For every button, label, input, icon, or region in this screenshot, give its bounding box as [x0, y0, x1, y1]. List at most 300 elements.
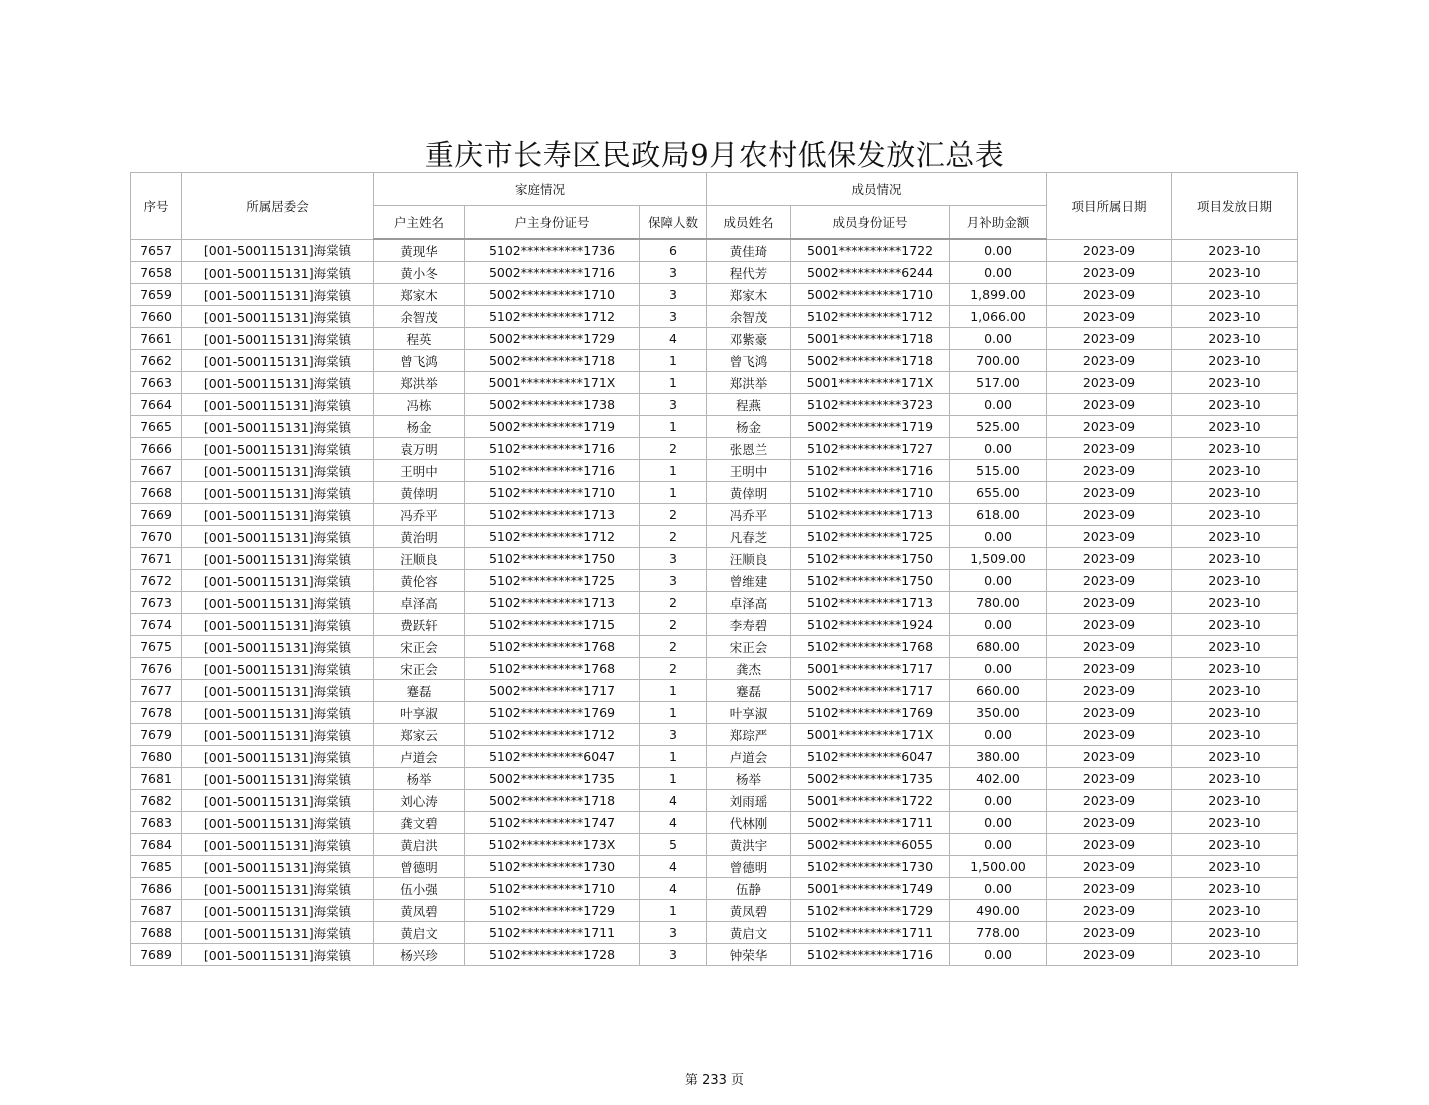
cell-covered: 1: [640, 680, 707, 702]
cell-member-name: 张恩兰: [707, 438, 791, 460]
cell-member-id: 5002**********1711: [791, 812, 950, 834]
table-row: [131, 878, 1298, 900]
cell-subsidy: 618.00: [950, 504, 1047, 526]
cell-member-name: 邓紫豪: [707, 328, 791, 350]
cell-committee: [001-500115131]海棠镇: [182, 592, 374, 614]
table-row: [131, 284, 1298, 306]
cell-covered: 3: [640, 944, 707, 966]
cell-seq: 7665: [131, 416, 182, 438]
cell-committee: [001-500115131]海棠镇: [182, 878, 374, 900]
cell-head-name: 杨兴珍: [374, 944, 465, 966]
cell-issue: 2023-10: [1172, 680, 1298, 702]
cell-issue: 2023-10: [1172, 460, 1298, 482]
cell-period: 2023-09: [1047, 922, 1172, 944]
cell-member-name: 曾德明: [707, 856, 791, 878]
cell-seq: 7676: [131, 658, 182, 680]
cell-committee: [001-500115131]海棠镇: [182, 768, 374, 790]
header-member-id: 成员身份证号: [791, 206, 950, 240]
table-row: [131, 438, 1298, 460]
cell-subsidy: 1,500.00: [950, 856, 1047, 878]
cell-head-name: 费跃轩: [374, 614, 465, 636]
header-member-group: 成员情况: [707, 173, 1047, 206]
cell-committee: [001-500115131]海棠镇: [182, 790, 374, 812]
cell-member-name: 卓泽高: [707, 592, 791, 614]
cell-seq: 7659: [131, 284, 182, 306]
cell-head-name: 郑洪举: [374, 372, 465, 394]
cell-covered: 2: [640, 592, 707, 614]
cell-head-id: 5002**********1735: [465, 768, 640, 790]
table-row: [131, 658, 1298, 680]
cell-head-id: 5102**********1715: [465, 614, 640, 636]
cell-subsidy: 490.00: [950, 900, 1047, 922]
cell-subsidy: 0.00: [950, 658, 1047, 680]
cell-committee: [001-500115131]海棠镇: [182, 239, 374, 262]
cell-covered: 1: [640, 702, 707, 724]
cell-period: 2023-09: [1047, 834, 1172, 856]
cell-member-id: 5001**********1718: [791, 328, 950, 350]
cell-issue: 2023-10: [1172, 702, 1298, 724]
cell-committee: [001-500115131]海棠镇: [182, 504, 374, 526]
cell-committee: [001-500115131]海棠镇: [182, 900, 374, 922]
cell-member-id: 5102**********1727: [791, 438, 950, 460]
cell-period: 2023-09: [1047, 416, 1172, 438]
cell-covered: 2: [640, 636, 707, 658]
cell-subsidy: 0.00: [950, 614, 1047, 636]
cell-head-name: 伍小强: [374, 878, 465, 900]
cell-member-id: 5102**********1729: [791, 900, 950, 922]
page-number: 233: [702, 1073, 727, 1088]
cell-seq: 7688: [131, 922, 182, 944]
cell-member-name: 叶享淑: [707, 702, 791, 724]
cell-subsidy: 525.00: [950, 416, 1047, 438]
cell-head-name: 卓泽高: [374, 592, 465, 614]
footer-suffix: 页: [731, 1073, 745, 1088]
cell-member-name: 蹇磊: [707, 680, 791, 702]
cell-head-name: 袁万明: [374, 438, 465, 460]
cell-subsidy: 0.00: [950, 262, 1047, 284]
cell-issue: 2023-10: [1172, 570, 1298, 592]
cell-committee: [001-500115131]海棠镇: [182, 922, 374, 944]
cell-committee: [001-500115131]海棠镇: [182, 394, 374, 416]
cell-member-name: 冯乔平: [707, 504, 791, 526]
cell-member-id: 5102**********1924: [791, 614, 950, 636]
cell-member-id: 5001**********171X: [791, 724, 950, 746]
cell-member-id: 5102**********3723: [791, 394, 950, 416]
table-row: [131, 460, 1298, 482]
cell-subsidy: 700.00: [950, 350, 1047, 372]
header-covered: 保障人数: [640, 206, 707, 240]
cell-seq: 7671: [131, 548, 182, 570]
cell-head-name: 叶享淑: [374, 702, 465, 724]
cell-committee: [001-500115131]海棠镇: [182, 416, 374, 438]
cell-head-name: 宋正会: [374, 636, 465, 658]
cell-issue: 2023-10: [1172, 922, 1298, 944]
cell-head-id: 5102**********1725: [465, 570, 640, 592]
cell-period: 2023-09: [1047, 680, 1172, 702]
cell-issue: 2023-10: [1172, 548, 1298, 570]
cell-head-id: 5102**********1711: [465, 922, 640, 944]
cell-covered: 2: [640, 438, 707, 460]
cell-subsidy: 0.00: [950, 944, 1047, 966]
table-header: [131, 173, 1298, 240]
cell-member-id: 5102**********1716: [791, 944, 950, 966]
cell-period: 2023-09: [1047, 394, 1172, 416]
cell-period: 2023-09: [1047, 944, 1172, 966]
cell-head-name: 黄治明: [374, 526, 465, 548]
cell-subsidy: 778.00: [950, 922, 1047, 944]
cell-member-name: 刘雨瑶: [707, 790, 791, 812]
cell-covered: 3: [640, 284, 707, 306]
cell-seq: 7683: [131, 812, 182, 834]
cell-member-name: 程燕: [707, 394, 791, 416]
cell-head-name: 杨金: [374, 416, 465, 438]
table-row: [131, 504, 1298, 526]
cell-committee: [001-500115131]海棠镇: [182, 460, 374, 482]
cell-covered: 1: [640, 372, 707, 394]
cell-head-id: 5102**********1710: [465, 482, 640, 504]
cell-member-name: 龚杰: [707, 658, 791, 680]
cell-head-id: 5002**********1710: [465, 284, 640, 306]
cell-seq: 7682: [131, 790, 182, 812]
cell-subsidy: 0.00: [950, 724, 1047, 746]
cell-head-name: 郑家木: [374, 284, 465, 306]
cell-subsidy: 1,066.00: [950, 306, 1047, 328]
cell-member-id: 5102**********1750: [791, 548, 950, 570]
cell-head-id: 5001**********171X: [465, 372, 640, 394]
cell-subsidy: 1,509.00: [950, 548, 1047, 570]
header-seq: 序号: [131, 173, 182, 240]
cell-head-name: 刘心涛: [374, 790, 465, 812]
cell-committee: [001-500115131]海棠镇: [182, 944, 374, 966]
cell-member-id: 5002**********1719: [791, 416, 950, 438]
cell-head-name: 黄启洪: [374, 834, 465, 856]
cell-head-name: 程英: [374, 328, 465, 350]
table-row: [131, 768, 1298, 790]
cell-member-name: 郑洪举: [707, 372, 791, 394]
cell-member-id: 5102**********1768: [791, 636, 950, 658]
cell-subsidy: 0.00: [950, 834, 1047, 856]
cell-member-id: 5002**********1717: [791, 680, 950, 702]
cell-subsidy: 1,899.00: [950, 284, 1047, 306]
cell-member-id: 5102**********1716: [791, 460, 950, 482]
cell-head-id: 5102**********1712: [465, 306, 640, 328]
cell-covered: 2: [640, 504, 707, 526]
cell-head-id: 5102**********1769: [465, 702, 640, 724]
cell-member-name: 黄倖明: [707, 482, 791, 504]
cell-covered: 3: [640, 306, 707, 328]
cell-member-id: 5002**********1718: [791, 350, 950, 372]
cell-covered: 1: [640, 482, 707, 504]
cell-member-name: 王明中: [707, 460, 791, 482]
table-row: [131, 636, 1298, 658]
cell-head-id: 5002**********1716: [465, 262, 640, 284]
cell-seq: 7658: [131, 262, 182, 284]
cell-head-name: 黄伦容: [374, 570, 465, 592]
cell-committee: [001-500115131]海棠镇: [182, 306, 374, 328]
cell-period: 2023-09: [1047, 746, 1172, 768]
cell-seq: 7673: [131, 592, 182, 614]
cell-covered: 1: [640, 350, 707, 372]
table-row: [131, 416, 1298, 438]
cell-member-name: 伍静: [707, 878, 791, 900]
table-row: [131, 922, 1298, 944]
table-row: [131, 592, 1298, 614]
cell-issue: 2023-10: [1172, 239, 1298, 262]
cell-head-id: 5002**********1738: [465, 394, 640, 416]
page-title: 重庆市长寿区民政局9月农村低保发放汇总表: [424, 138, 1005, 172]
cell-seq: 7680: [131, 746, 182, 768]
table-row: [131, 372, 1298, 394]
cell-head-id: 5102**********1750: [465, 548, 640, 570]
cell-committee: [001-500115131]海棠镇: [182, 438, 374, 460]
cell-committee: [001-500115131]海棠镇: [182, 526, 374, 548]
cell-covered: 2: [640, 658, 707, 680]
cell-head-name: 黄现华: [374, 239, 465, 262]
cell-head-id: 5102**********1736: [465, 239, 640, 262]
cell-member-name: 卢道会: [707, 746, 791, 768]
table-row: [131, 239, 1298, 262]
cell-covered: 3: [640, 724, 707, 746]
cell-subsidy: 0.00: [950, 239, 1047, 262]
cell-issue: 2023-10: [1172, 394, 1298, 416]
table-row: [131, 306, 1298, 328]
cell-period: 2023-09: [1047, 328, 1172, 350]
cell-head-id: 5002**********1719: [465, 416, 640, 438]
table-row: [131, 790, 1298, 812]
cell-seq: 7689: [131, 944, 182, 966]
cell-covered: 3: [640, 394, 707, 416]
cell-member-name: 宋正会: [707, 636, 791, 658]
cell-seq: 7662: [131, 350, 182, 372]
cell-member-id: 5002**********1735: [791, 768, 950, 790]
cell-period: 2023-09: [1047, 702, 1172, 724]
cell-issue: 2023-10: [1172, 526, 1298, 548]
cell-subsidy: 0.00: [950, 790, 1047, 812]
header-committee: 所属居委会: [182, 173, 374, 240]
cell-seq: 7674: [131, 614, 182, 636]
cell-issue: 2023-10: [1172, 438, 1298, 460]
cell-period: 2023-09: [1047, 504, 1172, 526]
cell-committee: [001-500115131]海棠镇: [182, 812, 374, 834]
cell-member-id: 5102**********1713: [791, 504, 950, 526]
cell-member-name: 汪顺良: [707, 548, 791, 570]
cell-member-id: 5002**********1710: [791, 284, 950, 306]
cell-covered: 3: [640, 548, 707, 570]
cell-issue: 2023-10: [1172, 658, 1298, 680]
cell-subsidy: 655.00: [950, 482, 1047, 504]
cell-committee: [001-500115131]海棠镇: [182, 328, 374, 350]
cell-issue: 2023-10: [1172, 504, 1298, 526]
cell-covered: 4: [640, 856, 707, 878]
cell-member-id: 5001**********1722: [791, 790, 950, 812]
cell-committee: [001-500115131]海棠镇: [182, 482, 374, 504]
cell-head-id: 5102**********1716: [465, 460, 640, 482]
table-row: [131, 680, 1298, 702]
cell-period: 2023-09: [1047, 350, 1172, 372]
cell-member-name: 程代芳: [707, 262, 791, 284]
cell-head-name: 龚文碧: [374, 812, 465, 834]
cell-member-name: 郑琮严: [707, 724, 791, 746]
cell-issue: 2023-10: [1172, 284, 1298, 306]
cell-seq: 7679: [131, 724, 182, 746]
cell-member-name: 黄凤碧: [707, 900, 791, 922]
cell-head-id: 5002**********1717: [465, 680, 640, 702]
cell-period: 2023-09: [1047, 768, 1172, 790]
cell-issue: 2023-10: [1172, 614, 1298, 636]
cell-issue: 2023-10: [1172, 724, 1298, 746]
cell-committee: [001-500115131]海棠镇: [182, 636, 374, 658]
cell-seq: 7684: [131, 834, 182, 856]
cell-issue: 2023-10: [1172, 834, 1298, 856]
table-row: [131, 526, 1298, 548]
table-body: [131, 239, 1298, 966]
cell-member-id: 5002**********6055: [791, 834, 950, 856]
table-row: [131, 856, 1298, 878]
cell-member-name: 黄洪宇: [707, 834, 791, 856]
cell-period: 2023-09: [1047, 548, 1172, 570]
cell-issue: 2023-10: [1172, 306, 1298, 328]
cell-committee: [001-500115131]海棠镇: [182, 680, 374, 702]
cell-member-id: 5102**********1710: [791, 482, 950, 504]
cell-head-id: 5102**********1716: [465, 438, 640, 460]
cell-issue: 2023-10: [1172, 812, 1298, 834]
cell-period: 2023-09: [1047, 438, 1172, 460]
cell-period: 2023-09: [1047, 724, 1172, 746]
cell-committee: [001-500115131]海棠镇: [182, 746, 374, 768]
cell-covered: 4: [640, 812, 707, 834]
cell-member-name: 郑家木: [707, 284, 791, 306]
cell-covered: 2: [640, 614, 707, 636]
cell-period: 2023-09: [1047, 636, 1172, 658]
cell-subsidy: 350.00: [950, 702, 1047, 724]
table-row: [131, 394, 1298, 416]
cell-covered: 6: [640, 239, 707, 262]
cell-head-name: 曾飞鸿: [374, 350, 465, 372]
cell-covered: 3: [640, 570, 707, 592]
cell-period: 2023-09: [1047, 900, 1172, 922]
cell-member-name: 黄启文: [707, 922, 791, 944]
cell-member-id: 5102**********1730: [791, 856, 950, 878]
cell-period: 2023-09: [1047, 306, 1172, 328]
cell-head-id: 5102**********1747: [465, 812, 640, 834]
cell-member-id: 5102**********1712: [791, 306, 950, 328]
cell-head-id: 5102**********1712: [465, 724, 640, 746]
cell-issue: 2023-10: [1172, 592, 1298, 614]
cell-seq: 7667: [131, 460, 182, 482]
cell-member-id: 5102**********6047: [791, 746, 950, 768]
cell-issue: 2023-10: [1172, 416, 1298, 438]
header-period: 项目所属日期: [1047, 173, 1172, 240]
cell-head-id: 5102**********1768: [465, 658, 640, 680]
cell-head-id: 5002**********1718: [465, 350, 640, 372]
cell-issue: 2023-10: [1172, 262, 1298, 284]
cell-head-id: 5102**********1730: [465, 856, 640, 878]
cell-seq: 7657: [131, 239, 182, 262]
cell-head-id: 5102**********6047: [465, 746, 640, 768]
table-row: [131, 724, 1298, 746]
cell-head-name: 冯乔平: [374, 504, 465, 526]
cell-head-id: 5002**********1718: [465, 790, 640, 812]
cell-committee: [001-500115131]海棠镇: [182, 614, 374, 636]
cell-subsidy: 0.00: [950, 394, 1047, 416]
table-row: [131, 834, 1298, 856]
cell-head-id: 5102**********1710: [465, 878, 640, 900]
cell-seq: 7668: [131, 482, 182, 504]
cell-head-id: 5102**********1712: [465, 526, 640, 548]
cell-subsidy: 0.00: [950, 438, 1047, 460]
cell-seq: 7677: [131, 680, 182, 702]
table-row: [131, 746, 1298, 768]
cell-issue: 2023-10: [1172, 878, 1298, 900]
cell-head-id: 5102**********1768: [465, 636, 640, 658]
table-row: [131, 262, 1298, 284]
cell-subsidy: 402.00: [950, 768, 1047, 790]
cell-head-id: 5102**********1728: [465, 944, 640, 966]
cell-period: 2023-09: [1047, 526, 1172, 548]
cell-member-id: 5001**********1717: [791, 658, 950, 680]
cell-issue: 2023-10: [1172, 768, 1298, 790]
cell-head-id: 5102**********1729: [465, 900, 640, 922]
cell-seq: 7661: [131, 328, 182, 350]
cell-head-name: 黄凤碧: [374, 900, 465, 922]
cell-committee: [001-500115131]海棠镇: [182, 570, 374, 592]
cell-seq: 7685: [131, 856, 182, 878]
header-issue: 项目发放日期: [1172, 173, 1298, 240]
cell-head-name: 郑家云: [374, 724, 465, 746]
cell-covered: 1: [640, 900, 707, 922]
cell-member-name: 钟荣华: [707, 944, 791, 966]
cell-issue: 2023-10: [1172, 372, 1298, 394]
cell-head-id: 5102**********173X: [465, 834, 640, 856]
cell-subsidy: 0.00: [950, 328, 1047, 350]
cell-head-name: 卢道会: [374, 746, 465, 768]
cell-seq: 7664: [131, 394, 182, 416]
cell-committee: [001-500115131]海棠镇: [182, 834, 374, 856]
header-head-name: 户主姓名: [374, 206, 465, 240]
cell-period: 2023-09: [1047, 570, 1172, 592]
cell-head-name: 黄启文: [374, 922, 465, 944]
header-family-group: 家庭情况: [374, 173, 707, 206]
table-row: [131, 812, 1298, 834]
header-subsidy: 月补助金额: [950, 206, 1047, 240]
cell-period: 2023-09: [1047, 856, 1172, 878]
table-row: [131, 614, 1298, 636]
cell-issue: 2023-10: [1172, 790, 1298, 812]
cell-issue: 2023-10: [1172, 350, 1298, 372]
cell-period: 2023-09: [1047, 658, 1172, 680]
cell-member-name: 杨举: [707, 768, 791, 790]
table-row: [131, 900, 1298, 922]
cell-committee: [001-500115131]海棠镇: [182, 284, 374, 306]
cell-committee: [001-500115131]海棠镇: [182, 350, 374, 372]
table-row: [131, 350, 1298, 372]
cell-covered: 3: [640, 262, 707, 284]
cell-committee: [001-500115131]海棠镇: [182, 372, 374, 394]
cell-committee: [001-500115131]海棠镇: [182, 658, 374, 680]
cell-period: 2023-09: [1047, 812, 1172, 834]
cell-committee: [001-500115131]海棠镇: [182, 856, 374, 878]
cell-member-name: 余智茂: [707, 306, 791, 328]
cell-head-name: 蹇磊: [374, 680, 465, 702]
cell-covered: 4: [640, 878, 707, 900]
cell-head-name: 冯栋: [374, 394, 465, 416]
cell-member-name: 曾维建: [707, 570, 791, 592]
cell-issue: 2023-10: [1172, 482, 1298, 504]
cell-seq: 7663: [131, 372, 182, 394]
cell-committee: [001-500115131]海棠镇: [182, 548, 374, 570]
cell-head-id: 5102**********1713: [465, 504, 640, 526]
cell-subsidy: 780.00: [950, 592, 1047, 614]
